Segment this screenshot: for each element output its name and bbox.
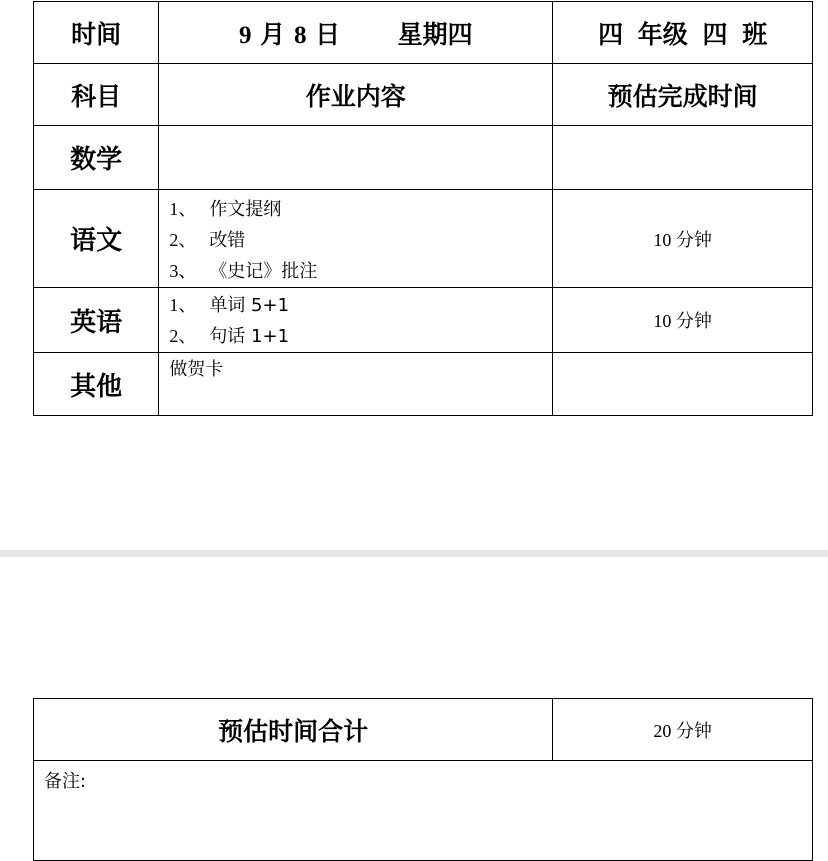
tasks-other: [159, 353, 553, 416]
table-row-math: [34, 126, 813, 190]
list-item: 2、 改错: [169, 230, 246, 251]
time-label: 时间: [34, 2, 159, 64]
estimate-other: [553, 353, 813, 416]
tasks-math: [159, 126, 553, 190]
table-row-english: [34, 288, 813, 353]
estimate-english: 10 分钟: [553, 288, 813, 353]
subject-math: 数学: [34, 126, 159, 190]
list-item: 1、 作文提纲: [169, 199, 282, 220]
date-day: 8: [293, 21, 307, 49]
date-day-unit: 日: [315, 19, 341, 49]
note-row: [34, 761, 813, 861]
table-row-other: [34, 353, 813, 416]
list-item: 2、 句话 1+1: [169, 326, 290, 347]
estimate-math: [553, 126, 813, 190]
tasks-chinese: [159, 190, 553, 288]
list-item: 做贺卡: [169, 359, 224, 380]
estimate-column-header: 预估完成时间: [553, 64, 813, 126]
homework-table: [33, 1, 813, 416]
subject-column-header: 科目: [34, 64, 159, 126]
table-row-chinese: [34, 190, 813, 288]
date-month-unit: 月: [260, 19, 286, 49]
subject-english: 英语: [34, 288, 159, 353]
subject-chinese: 语文: [34, 190, 159, 288]
estimate-chinese: 10 分钟: [553, 190, 813, 288]
page-divider: [0, 550, 828, 557]
date-cell: [159, 2, 553, 64]
class-name: 四 年级 四 班: [553, 2, 813, 64]
date-month: 9: [238, 21, 252, 49]
total-value: 20 分钟: [553, 699, 813, 761]
summary-table: [33, 698, 813, 861]
total-label: 预估时间合计: [34, 699, 553, 761]
weekday: 星期四: [397, 19, 473, 49]
list-item: 3、 《史记》批注: [169, 261, 318, 282]
column-header-row: [34, 64, 813, 126]
subject-other: 其他: [34, 353, 159, 416]
note-label: 备注:: [34, 761, 813, 861]
tasks-english: [159, 288, 553, 353]
total-row: [34, 699, 813, 761]
content-column-header: 作业内容: [159, 64, 553, 126]
list-item: 1、 单词 5+1: [169, 295, 290, 316]
header-row: [34, 2, 813, 64]
